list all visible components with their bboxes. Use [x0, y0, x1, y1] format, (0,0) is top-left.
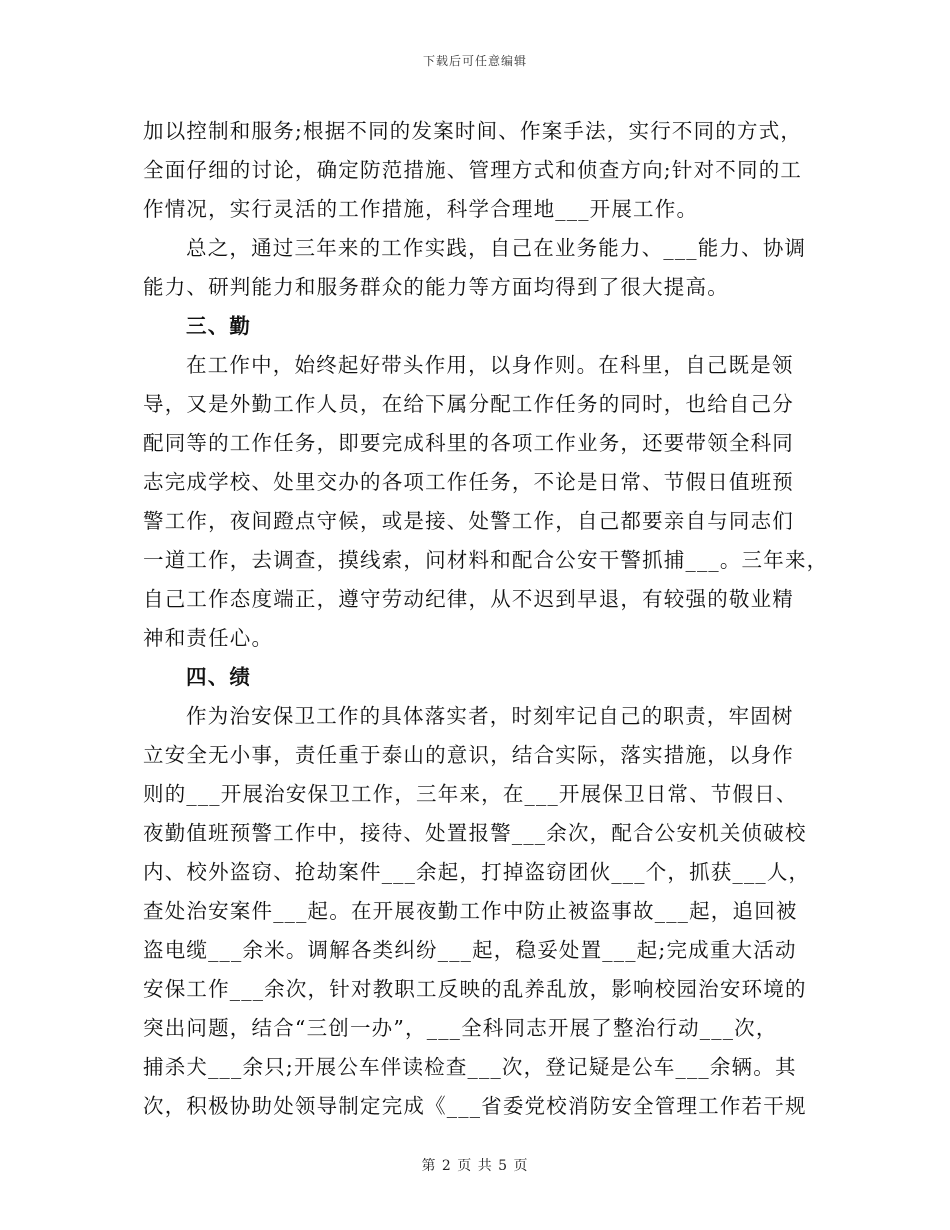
text-line: 内、校外盗窃、抢劫案件___余起，打掉盗窃团伙___个，抓获___人， [143, 860, 811, 884]
text-line: 导，又是外勤工作人员，在给下属分配工作任务的同时，也给自己分 [143, 392, 794, 416]
text-line: 全面仔细的讨论，确定防范措施、管理方式和侦查方向;针对不同的工 [143, 158, 803, 182]
text-line: 自己工作态度端正，遵守劳动纪律，从不迟到早退，有较强的敬业精 [143, 587, 794, 611]
text-line: 能力、研判能力和服务群众的能力等方面均得到了很大提高。 [143, 275, 729, 299]
text-line: 立安全无小事，责任重于泰山的意识，结合实际，落实措施，以身作 [143, 743, 794, 767]
document-body [143, 112, 829, 1126]
text-line: 作为治安保卫工作的具体落实者，时刻牢记自己的职责，牢固树 [186, 704, 794, 728]
text-line: 加以控制和服务;根据不同的发案时间、作案手法，实行不同的方式， [143, 119, 803, 143]
page-header: 下载后可任意编辑 [422, 54, 527, 68]
text-line: 捕杀犬___余只;开展公车伴读检查___次，登记疑是公车___余辆。其 [143, 1055, 797, 1079]
text-line: 神和责任心。 [143, 626, 274, 650]
text-line: 次，积极协助处领导制定完成《___省委党校消防安全管理工作若干规 [143, 1094, 807, 1118]
text-line: 查处治安案件___起。在开展夜勤工作中防止被盗事故___起，追回被 [143, 899, 798, 923]
text-line: 在工作中，始终起好带头作用，以身作则。在科里，自己既是领 [186, 353, 794, 377]
text-line: 总之，通过三年来的工作实践，自己在业务能力、___能力、协调 [186, 236, 807, 260]
text-line: 一道工作，去调查，摸线索，问材料和配合公安干警抓捕___。三年来， [143, 548, 829, 572]
text-line: 夜勤值班预警工作中，接待、处置报警___余次，配合公安机关侦破校 [143, 821, 807, 845]
page-footer: 第 2 页 共 5 页 [421, 1158, 529, 1174]
text-line: 则的___开展治安保卫工作，三年来，在___开展保卫日常、节假日、 [143, 782, 798, 806]
text-line: 安保工作___余次，针对教职工反映的乱养乱放，影响校园治安环境的 [143, 977, 807, 1001]
text-line: 盗电缆___余米。调解各类纠纷___起，稳妥处置___起;完成重大活动 [143, 938, 797, 962]
text-line: 配同等的工作任务，即要完成科里的各项工作业务，还要带领全科同 [143, 431, 794, 455]
text-line: 突出问题，结合“三创一办”，___全科同志开展了整治行动___次， [143, 1016, 778, 1040]
section-heading: 三、勤 [186, 314, 252, 338]
section-heading: 四、绩 [186, 665, 252, 689]
text-line: 志完成学校、处里交办的各项工作任务，不论是日常、节假日值班预 [143, 470, 794, 494]
text-line: 警工作，夜间蹬点守候，或是接、处警工作，自己都要亲自与同志们 [143, 509, 794, 533]
text-line: 作情况，实行灵活的工作措施，科学合理地___开展工作。 [143, 197, 699, 221]
